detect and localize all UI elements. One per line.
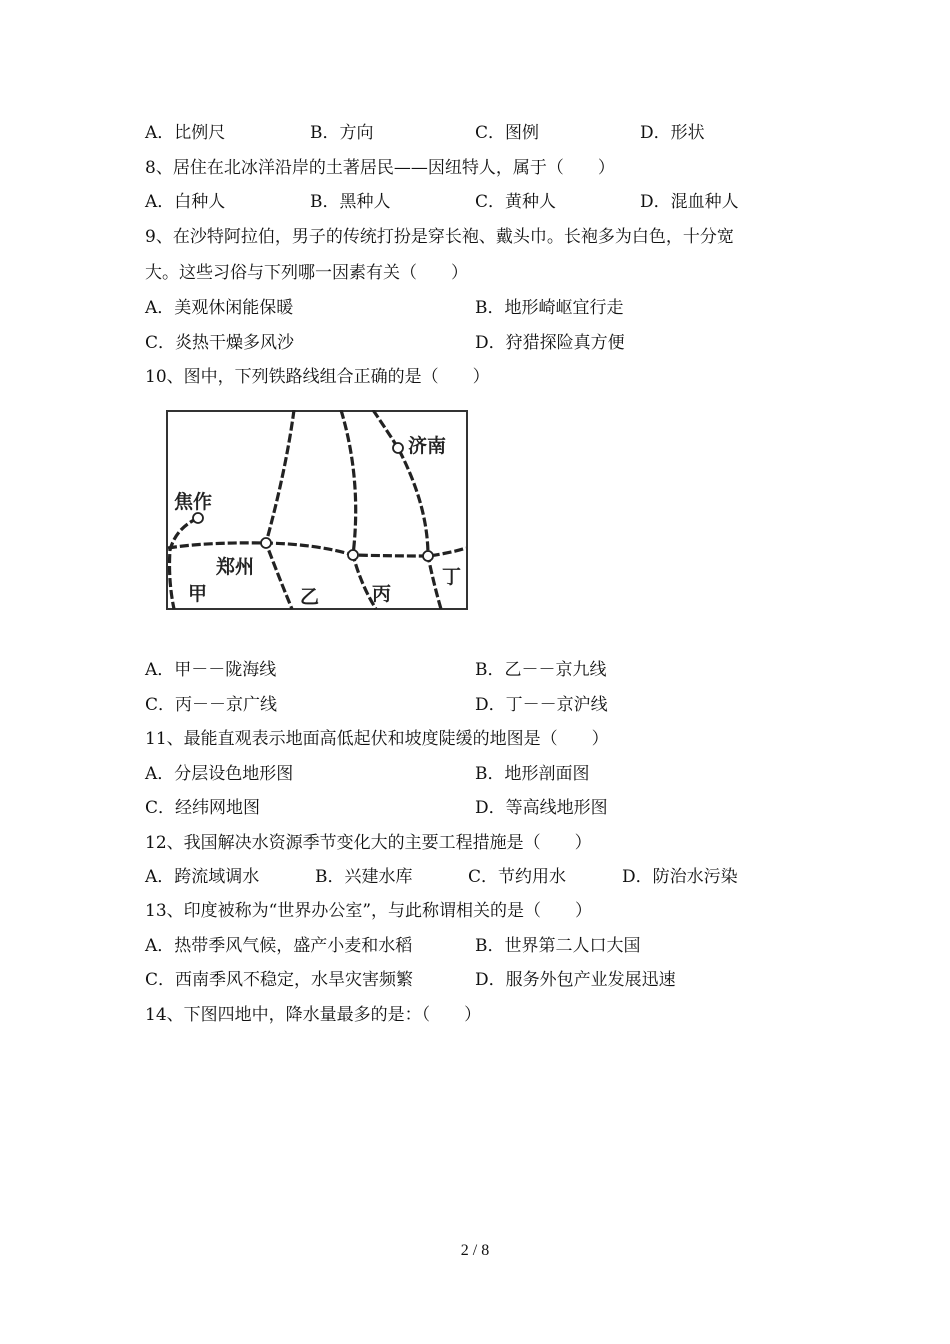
- q8-option-c: C．黄种人: [475, 192, 557, 212]
- q9-option-d: D．狩猎探险真方便: [475, 333, 625, 353]
- q9-option-a: A．美观休闲能保暖: [145, 298, 294, 318]
- q8-option-d: D．混血种人: [640, 192, 739, 212]
- q9-stem-line2: 大。这些习俗与下列哪一因素有关（ ）: [145, 263, 468, 283]
- q10-option-d: D．丁－－京沪线: [475, 695, 608, 715]
- map-label-bing: 丙: [372, 583, 392, 605]
- q9-option-b: B．地形崎岖宜行走: [475, 298, 624, 318]
- q12-stem: 12、我国解决水资源季节变化大的主要工程措施是（ ）: [145, 833, 592, 853]
- q13-option-b: B．世界第二人口大国: [475, 936, 641, 956]
- station-junction-3: [423, 551, 433, 561]
- station-jinan: [393, 443, 403, 453]
- q8-option-b: B．黑种人: [310, 192, 391, 212]
- map-label-jia: 甲: [188, 583, 208, 605]
- page-number: 2 / 8: [460, 1242, 490, 1259]
- q8-stem: 8、居住在北冰洋沿岸的土著居民——因纽特人，属于（ ）: [145, 158, 615, 178]
- q12-option-d: D．防治水污染: [622, 867, 738, 887]
- q7-option-a: A．比例尺: [145, 123, 226, 143]
- q11-option-c: C．经纬网地图: [145, 798, 261, 818]
- q8-option-a: A．白种人: [145, 192, 226, 212]
- q13-option-d: D．服务外包产业发展迅速: [475, 970, 676, 990]
- q13-stem: 13、印度被称为“世界办公室”，与此称谓相关的是（ ）: [145, 901, 593, 921]
- q10-option-a: A．甲－－陇海线: [145, 660, 277, 680]
- q11-option-a: A．分层设色地形图: [145, 764, 294, 784]
- q10-option-b: B．乙－－京九线: [475, 660, 607, 680]
- q7-option-d: D．形状: [640, 123, 705, 143]
- q11-option-b: B．地形剖面图: [475, 764, 590, 784]
- map-label-zhengzhou: 郑州: [216, 556, 255, 578]
- station-junction-2: [348, 550, 358, 560]
- q9-option-c: C．炎热干燥多风沙: [145, 333, 295, 353]
- q14-stem: 14、下图四地中，降水量最多的是：（ ）: [145, 1005, 482, 1025]
- q12-option-c: C．节约用水: [468, 867, 567, 887]
- q10-stem: 10、图中，下列铁路线组合正确的是（ ）: [145, 367, 490, 387]
- q13-option-c: C．西南季风不稳定，水旱灾害频繁: [145, 970, 414, 990]
- station-zhengzhou: [261, 538, 271, 548]
- map-label-yi: 乙: [300, 586, 320, 608]
- q13-option-a: A．热带季风气候，盛产小麦和水稻: [145, 936, 413, 956]
- map-label-ding: 丁: [442, 566, 462, 588]
- q7-option-c: C．图例: [475, 123, 540, 143]
- q11-option-d: D．等高线地形图: [475, 798, 608, 818]
- q12-option-a: A．跨流域调水: [145, 867, 260, 887]
- railway-map: [166, 410, 468, 610]
- station-jiaozuo: [193, 513, 203, 523]
- map-label-jinan: 济南: [408, 435, 447, 457]
- q11-stem: 11、最能直观表示地面高低起伏和坡度陡缓的地图是（ ）: [145, 729, 609, 749]
- map-label-jiaozuo: 焦作: [174, 491, 213, 513]
- q7-option-b: B．方向: [310, 123, 374, 143]
- q10-option-c: C．丙－－京广线: [145, 695, 278, 715]
- q12-option-b: B．兴建水库: [315, 867, 413, 887]
- q9-stem-line1: 9、在沙特阿拉伯，男子的传统打扮是穿长袍、戴头巾。长袍多为白色，十分宽: [145, 227, 734, 247]
